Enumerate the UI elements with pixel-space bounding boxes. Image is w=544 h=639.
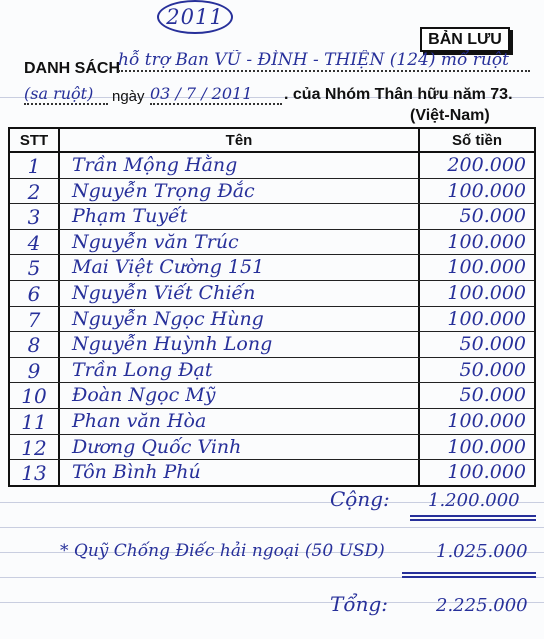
row-amount: 200.000: [447, 154, 526, 176]
row-stt: 13: [21, 461, 47, 486]
table-row: [10, 281, 534, 307]
grand-total-label: Tổng:: [330, 592, 388, 616]
row-stt: 8: [27, 333, 41, 358]
grand-total-amount: 2.225.000: [436, 595, 528, 616]
table-row: [10, 435, 534, 461]
column-header-amount: Số tiền: [451, 132, 502, 149]
group-name: . của Nhóm Thân hữu năm 73.: [284, 86, 513, 103]
row-amount: 100.000: [447, 307, 526, 330]
archive-stamp: BẢN LƯU: [420, 27, 510, 52]
row-amount: 100.000: [447, 410, 526, 432]
row-name: Nguyễn Ngọc Hùng: [72, 307, 264, 330]
table-row: [10, 179, 534, 205]
table-row: [10, 383, 534, 409]
row-name: Phan văn Hòa: [72, 410, 207, 432]
table-row: [10, 460, 534, 486]
list-purpose-continued: (sa ruột): [24, 84, 108, 105]
row-amount: 50.000: [459, 358, 526, 381]
row-stt: 4: [27, 230, 41, 255]
table-row: [10, 230, 534, 256]
row-name: Đoàn Ngọc Mỹ: [72, 384, 216, 407]
row-amount: 100.000: [447, 179, 526, 202]
overseas-fund-label: * Quỹ Chống Điếc hải ngoại (50 USD): [60, 541, 385, 561]
column-header-stt: STT: [19, 132, 49, 149]
row-stt: 5: [27, 256, 41, 281]
row-name: Nguyễn văn Trúc: [72, 230, 239, 253]
row-amount: 100.000: [447, 461, 526, 484]
date-value: 03 / 7 / 2011: [150, 84, 282, 105]
column-header-name: Tên: [225, 132, 253, 149]
row-name: Trần Mộng Hằng: [72, 154, 238, 176]
row-amount: 50.000: [459, 333, 526, 356]
row-stt: 9: [27, 358, 41, 383]
row-amount: 50.000: [459, 384, 526, 407]
row-stt: 2: [27, 179, 41, 204]
row-stt: 1: [27, 154, 41, 178]
row-stt: 6: [27, 282, 41, 306]
row-name: Nguyễn Huỳnh Long: [72, 333, 273, 356]
row-name: Mai Việt Cường 151: [72, 256, 265, 279]
list-label: DANH SÁCH: [24, 60, 120, 77]
subtotal-rule: [410, 515, 536, 521]
row-amount: 50.000: [459, 205, 526, 228]
contribution-table: [8, 127, 536, 487]
subtotal-label: Cộng:: [330, 487, 390, 511]
row-name: Nguyễn Trọng Đắc: [72, 179, 255, 202]
row-stt: 7: [27, 307, 41, 332]
list-purpose: hỗ trợ Ban VŨ - ĐÌNH - THIỆN (124) mổ ruột: [118, 50, 530, 72]
row-amount: 100.000: [447, 230, 526, 253]
overseas-fund-amount: 1.025.000: [436, 541, 528, 562]
table-row: [10, 409, 534, 435]
row-name: Dương Quốc Vinh: [72, 435, 242, 458]
row-stt: 3: [27, 205, 41, 230]
overseas-rule: [402, 572, 536, 578]
row-name: Tôn Bình Phú: [72, 461, 201, 484]
row-stt: 11: [21, 410, 47, 434]
table-row: [10, 255, 534, 281]
table-row: [10, 358, 534, 384]
row-name: Trần Long Đạt: [72, 358, 213, 381]
year-mark: 2011: [157, 0, 233, 34]
table-row: [10, 153, 534, 179]
row-stt: 12: [21, 435, 47, 460]
table-row: [10, 332, 534, 358]
country-label: (Việt-Nam): [410, 107, 490, 124]
row-amount: 100.000: [447, 256, 526, 279]
row-amount: 100.000: [447, 435, 526, 458]
row-stt: 10: [21, 384, 47, 409]
row-amount: 100.000: [447, 282, 526, 304]
date-label: ngày: [112, 88, 145, 105]
table-row: [10, 204, 534, 230]
row-name: Nguyễn Viết Chiến: [72, 282, 256, 304]
subtotal-amount: 1.200.000: [428, 490, 520, 511]
table-row: [10, 307, 534, 333]
row-name: Phạm Tuyết: [72, 205, 188, 228]
